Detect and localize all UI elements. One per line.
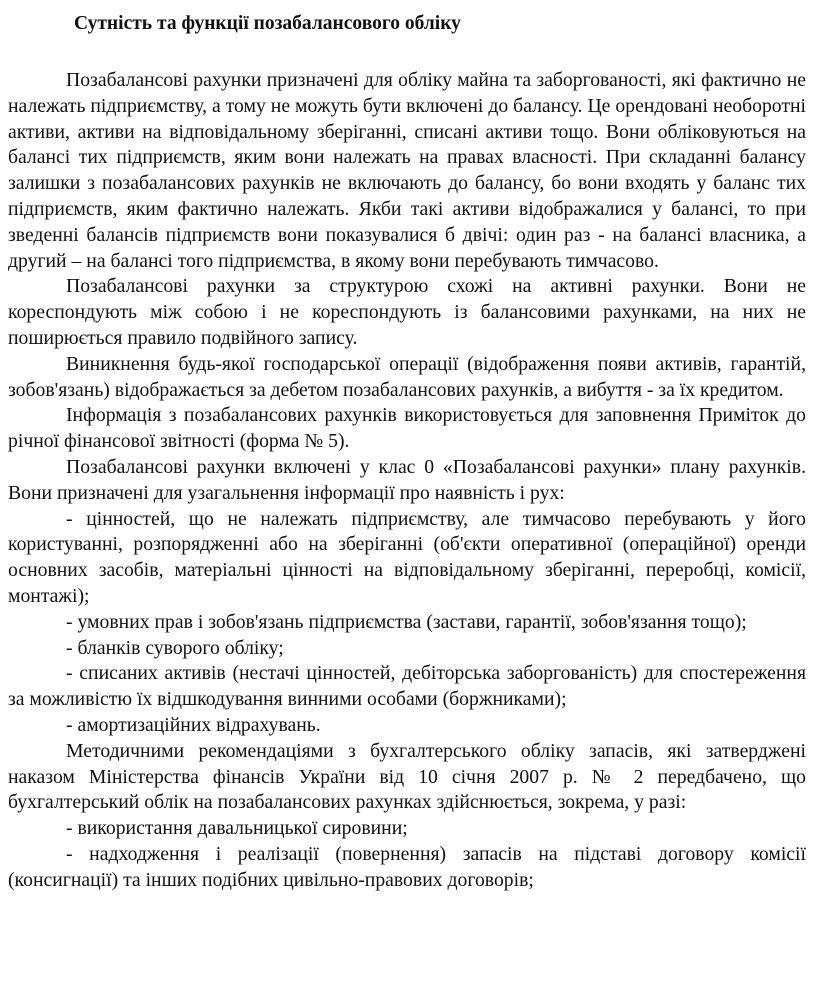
list-item-depreciation: - амортизаційних відрахувань. bbox=[66, 713, 321, 736]
list-item-tolling-raw-materials: - використання давальницької сировини; bbox=[66, 817, 408, 840]
paragraph-structure: Позабалансові рахунки за структурою схожі на активні рахунки. Вони не кореспондують між собою і не кореспондують із балансовими рахунками, на них не поширюється правило подвійного запису. bbox=[8, 275, 806, 349]
list-item-consignment: - надходження і реалізації (повернення) запасів на підставі договору комісії (консигнації) та інших подібних цивільно-правових договорів; bbox=[8, 842, 806, 891]
paragraph-off-balance-purpose: Позабалансові рахунки призначені для обліку майна та заборгованості, які фактично не належать підприємству, а тому не можуть бути включені до балансу. Це орендовані необоротні активи, активи на відповідальному зберіганні, списані активи тощо. Вони обліковуються на балансі тих підприємств, яким вони належать на правах власності. При складанні балансу залишки з позабалансових рахунків не включають до балансу, бо вони входять у баланс тих підприємств, яким фактично належать. Якби такі активи відображалися у балансі, то при зведенні балансів підприємств вони показувалися б двічі: один раз - на балансі власника, а другий – на балансі того підприємства, в якому вони перебувають тимчасово. bbox=[8, 69, 806, 272]
list-item-conditional-rights: - умовних прав і зобов'язань підприємства (застави, гарантії, зобов'язання тощо); bbox=[66, 610, 747, 633]
list-item-written-off-assets: - списаних активів (нестачі цінностей, дебіторська заборгованість) для спостереження за можливістю їх відшкодування винними особами (боржниками); bbox=[8, 662, 806, 711]
paragraph-notes-usage: Інформація з позабалансових рахунків використовується для заповнення Приміток до річної фінансової звітності (форма № 5). bbox=[8, 404, 806, 453]
paragraph-class-zero: Позабалансові рахунки включені у клас 0 «Позабалансові рахунки» плану рахунків. Вони призначені для узагальнення інформації про наявність і рух: bbox=[8, 455, 806, 504]
paragraph-methodical-recommendations: Методичними рекомендаціями з бухгалтерського обліку запасів, які затверджені наказом Міністерства фінансів України від 10 січня 2007 р. № 2 передбачено, що бухгалтерський облік на позабалансових рахунках здійснюється, зокрема, у разі: bbox=[8, 739, 806, 814]
paragraph-debit-credit: Виникнення будь-якої господарської операції (відображення появи активів, гарантій, зобов'язань) відображається за дебетом позабалансових рахунків, а вибуття - за їх кредитом. bbox=[8, 352, 806, 401]
document-body bbox=[8, 68, 806, 894]
document-title: Сутність та функції позабалансового обліку bbox=[74, 13, 461, 34]
list-item-values: - цінностей, що не належать підприємству, але тимчасово перебувають у його користуванні, розпорядженні або на зберіганні (об'єкти оперативної (операційної) оренди основних засобів, матеріальні цінності на відповідальному зберіганні, переробці, комісії, монтажі); bbox=[8, 507, 806, 607]
list-item-strict-forms: - бланків суворого обліку; bbox=[66, 636, 284, 659]
